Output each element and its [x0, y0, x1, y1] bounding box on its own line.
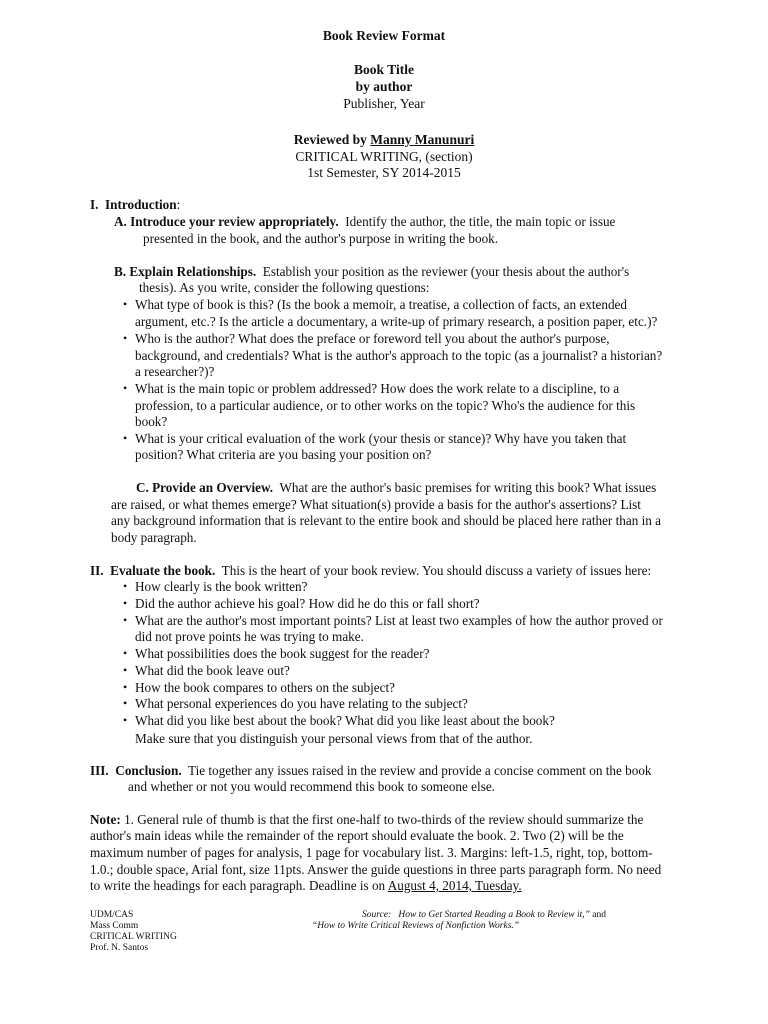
- list-item-cont: argument, etc.? Is the article a documentary, a write-up of primary research, a position paper, etc.)?: [135, 314, 658, 329]
- list-item: What personal experiences do you have relating to the subject?: [135, 696, 468, 711]
- section-1-title: Introduction: [105, 197, 177, 212]
- list-item: What is the main topic or problem addressed? How does the work relate to a discipline, to a: [135, 381, 620, 396]
- section-2-title: Evaluate the book.: [110, 563, 216, 578]
- item-b-text-2: thesis). As you write, consider the following questions:: [139, 280, 430, 295]
- item-c-text-4: body paragraph.: [111, 530, 197, 545]
- note-label: Note:: [90, 812, 121, 827]
- list-item-cont: background, and credentials? What is the author's approach to the topic (as a journalist? a historian?: [135, 348, 663, 363]
- item-c-text-1: What are the author's basic premises for writing this book? What issues: [279, 480, 657, 495]
- reviewed-by-label: Reviewed by: [293, 132, 371, 147]
- course-line: CRITICAL WRITING, (section): [295, 149, 473, 164]
- item-c-text-2: are raised, or what themes emerge? What situation(s) provide a basis for the author's assertions? List: [111, 497, 641, 512]
- doc-title: Book Review Format: [322, 28, 446, 43]
- section-2-number: II.: [90, 563, 104, 578]
- list-item: What possibilities does the book suggest for the reader?: [135, 646, 430, 661]
- reviewer-name: Manny Manunuri: [370, 132, 475, 147]
- list-item: What is your critical evaluation of the work (your thesis or stance)? Why have you taken that: [135, 431, 627, 446]
- list-item-cont: profession, to a particular audience, or to other works on the topic? Who's the audience for this: [135, 398, 636, 413]
- section-3-text-2: and whether or not you would recommend this book to someone else.: [128, 779, 495, 794]
- source-title-1: How to Get Started Reading a Book to Review it,”: [398, 910, 590, 920]
- list-item: Who is the author? What does the preface or foreword tell you about the author's purpose,: [135, 331, 610, 346]
- section-3-text-1: Tie together any issues raised in the review and provide a concise comment on the book: [187, 763, 652, 778]
- list-item-cont: a researcher?)?: [135, 364, 215, 379]
- note-line-5: [90, 877, 522, 894]
- bullet-icon: •: [123, 431, 128, 445]
- note-line-3: maximum number of pages for analysis, 1 page for vocabulary list. 3. Margins: left-1.5, right, top, bottom-: [90, 845, 653, 860]
- section-1-heading: [90, 196, 180, 213]
- list-item: What did the book leave out?: [135, 663, 290, 678]
- footer-left-2: Mass Comm: [90, 921, 139, 931]
- list-item-cont: did not prove points he was trying to make.: [135, 629, 364, 644]
- item-c-label: C. Provide an Overview.: [136, 480, 274, 495]
- section-2-intro: This is the heart of your book review. You should discuss a variety of issues here:: [221, 563, 652, 578]
- section-1-number: I.: [90, 197, 99, 212]
- item-c: [136, 479, 656, 496]
- section-2-heading: [90, 562, 651, 579]
- bullet-icon: •: [123, 579, 128, 593]
- book-author: by author: [355, 79, 413, 94]
- note-text-1: 1. General rule of thumb is that the first one-half to two-thirds of the review should summarize the: [120, 812, 644, 827]
- bullet-icon: •: [123, 331, 128, 345]
- section-3-heading: [90, 762, 652, 779]
- semester-line: 1st Semester, SY 2014-2015: [307, 165, 461, 180]
- bullet-icon: •: [123, 663, 128, 677]
- bullet-icon: •: [123, 713, 128, 727]
- list-item: What type of book is this? (Is the book a memoir, a treatise, a collection of facts, an extended: [135, 297, 628, 312]
- footer-left-1: UDM/CAS: [90, 910, 134, 920]
- reviewed-by: [0, 131, 768, 148]
- item-a: [114, 213, 615, 230]
- bullet-icon: •: [123, 613, 128, 627]
- item-b-label: B. Explain Relationships.: [114, 264, 257, 279]
- note-line-1: [90, 811, 643, 828]
- list-item: What did you like best about the book? What did you like least about the book?: [135, 713, 555, 728]
- note-line-2: author's main ideas while the remainder of the report should evaluate the book. 2. Two (2) will be the: [90, 828, 624, 843]
- item-a-label: A. Introduce your review appropriately.: [114, 214, 339, 229]
- bullet-icon: •: [123, 696, 128, 710]
- note-line-4: 1.0.; double space, Arial font, size 11pts. Answer the guide questions in three parts paragraph form. No need: [90, 862, 662, 877]
- item-c-text-3: any background information that is relevant to the entire book and should be placed here rather than in a: [111, 513, 662, 528]
- source-title-2: “How to Write Critical Reviews of Nonfiction Works.”: [312, 921, 520, 931]
- item-b-text-1: Establish your position as the reviewer (your thesis about the author's: [262, 264, 630, 279]
- item-b: [114, 263, 629, 280]
- bullet-icon: •: [123, 297, 128, 311]
- list-item-cont: Make sure that you distinguish your personal views from that of the author.: [135, 731, 533, 746]
- footer-left-3: CRITICAL WRITING: [90, 932, 177, 942]
- list-item: What are the author's most important points? List at least two examples of how the author proved or: [135, 613, 663, 628]
- footer-left-4: Prof. N. Santos: [90, 943, 149, 953]
- bullet-icon: •: [123, 646, 128, 660]
- section-3-number: III.: [90, 763, 109, 778]
- publisher-year: Publisher, Year: [343, 96, 425, 111]
- list-item-cont: book?: [135, 414, 168, 429]
- list-item: Did the author achieve his goal? How did he do this or fall short?: [135, 596, 480, 611]
- list-item: How the book compares to others on the subject?: [135, 680, 396, 695]
- deadline-date: August 4, 2014, Tuesday.: [387, 878, 522, 893]
- list-item: How clearly is the book written?: [135, 579, 308, 594]
- bullet-icon: •: [123, 596, 128, 610]
- footer-source-line-1: [362, 910, 606, 921]
- item-a-text-2: presented in the book, and the author's purpose in writing the book.: [143, 231, 499, 246]
- section-1-colon: :: [176, 197, 181, 212]
- bullet-icon: •: [123, 680, 128, 694]
- note-text-5: to write the headings for each paragraph. Deadline is on: [90, 878, 388, 893]
- section-3-title: Conclusion.: [115, 763, 182, 778]
- source-label: Source:: [362, 910, 392, 920]
- book-title: Book Title: [354, 62, 414, 77]
- list-item-cont: position? What criteria are you basing your position on?: [135, 447, 432, 462]
- item-a-text-1: Identify the author, the title, the main topic or issue: [345, 214, 616, 229]
- bullet-icon: •: [123, 381, 128, 395]
- source-and: and: [589, 910, 606, 920]
